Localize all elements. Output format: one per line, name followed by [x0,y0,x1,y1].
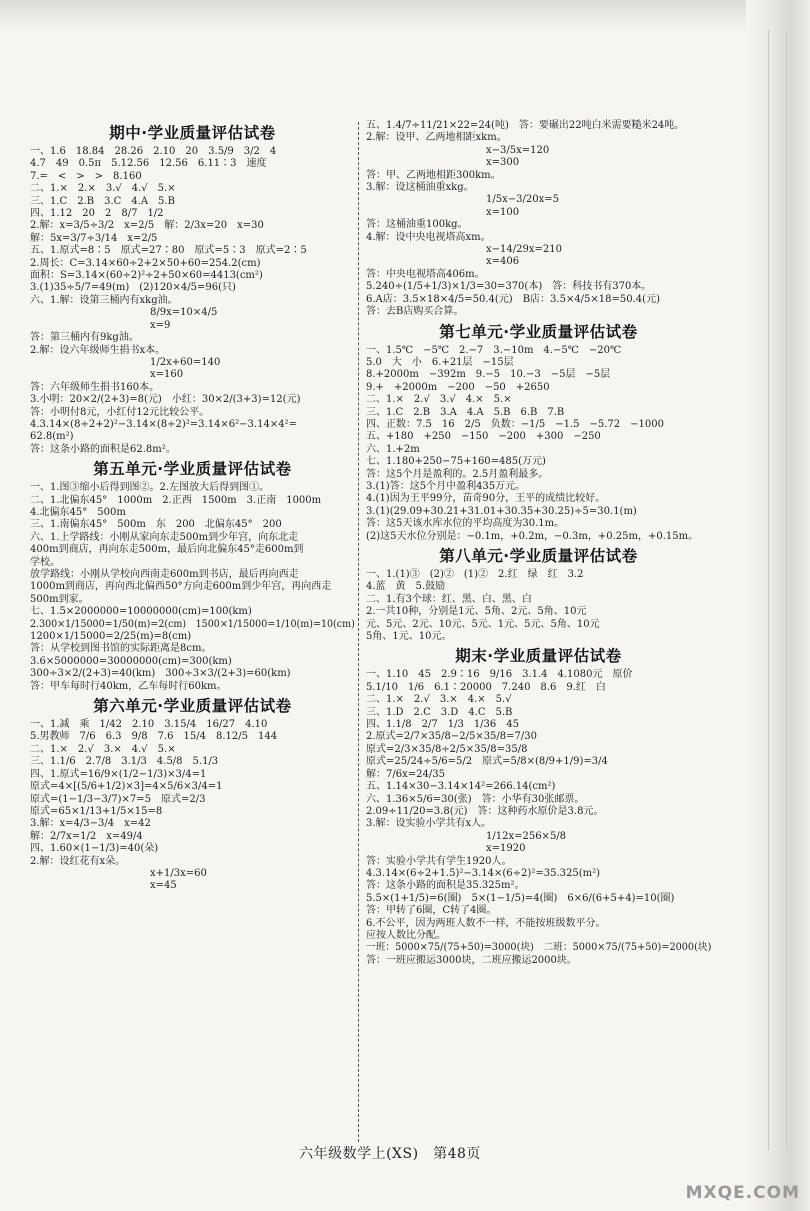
left-column [30,120,355,893]
answer-line: x=100 [486,206,520,218]
answer-line: 2.周长：C=3.14×60÷2+2×50+60=254.2(cm) [30,257,261,269]
answer-line: 6.A店：3.5×18×4/5=50.4(元) B店：3.5×4/5×18=50.4(元) [366,293,660,305]
answer-line: 原式=65×1/13+1/5×15=8 [30,805,163,817]
scan-top-shadow [0,0,810,34]
answer-line: 答：甲转了6圈，C转了4圈。 [366,905,497,917]
answer-line: 5.0 大 小 6.+21层 −15层 [366,356,514,368]
answer-line: 2.解：x=3/5÷3/2 x=2/5 解：2/3x=20 x=30 [30,220,264,232]
answer-line: 四、1.12 20 2 8/7 1/2 [30,208,164,220]
answer-line: 答：一班应搬运3000块，二班应搬运2000块。 [366,954,577,966]
answer-line: 答：中央电视塔高406m。 [366,268,485,280]
section-title: 第七单元·学业质量评估试卷 [439,322,638,341]
answer-line: 解：2/7x=1/2 x=49/4 [30,830,143,842]
answer-line: 3.解：设这桶油重xkg。 [366,182,474,194]
answer-line: 8/9x=10×4/5 [150,307,218,319]
answer-line: 原式=4×[(5/6+1/2)×3]=4×5/6×3/4=1 [30,781,223,793]
answer-line: 1/12x=256×5/8 [486,830,567,842]
answer-line: 答：这条小路的面积是62.8m²。 [30,443,176,455]
answer-section [366,544,711,643]
answer-section [366,320,711,544]
answer-line: 三、1.C 2.B 3.C 4.A 5.B [30,195,175,207]
answer-line: 六、1.解：设第三桶内有xkg油。 [30,294,178,306]
answer-line: x=9 [150,319,171,331]
answer-line: 一、1.减 乘 1/42 2.10 3.15/4 16/27 4.10 [30,719,268,731]
answer-line: 6.不公平，因为两班人数不一样，不能按班级数平分。 [366,917,606,929]
answer-line: 三、1.D 2.C 3.D 4.C 5.B [366,706,513,718]
answer-line: 3.(1)(29.09+30.21+31.01+30.35+30.25)÷5=30.1(m) [366,505,637,517]
answer-line: 七、1.5×2000000=10000000(cm)=100(km) [30,606,252,618]
answer-line: 答：去B店购买合算。 [366,306,464,318]
answer-line: 一班：5000×75/(75+50)=3000(块) 二班：5000×75/(75+50)=2000(块) [366,942,712,954]
answer-line: 2.解：设甲、乙两地相距xkm。 [366,132,507,144]
section-title: 第六单元·学业质量评估试卷 [93,697,292,716]
answer-line: 三、1.1/6 2.7/8 3.1/3 4.5/8 5.1/3 [30,756,219,768]
section-title: 期中·学业质量评估试卷 [109,124,276,142]
answer-line: 二、1.× 2.√ 3.× 4.√ 5.× [30,743,176,755]
answer-line: x−14/29x=210 [486,244,562,256]
answer-line: 四、1.原式=16/9×(1/2−1/3)×3/4=1 [30,768,207,780]
answer-line: 二、1.有3个球：红、黑、白、黑、白 [366,593,532,605]
answer-line: 四、1.60×(1−1/3)=40(朵) [30,843,159,855]
page-edge-shadow [746,0,810,1211]
answer-line: x−3/5x=120 [486,144,550,156]
answer-line: 3.6×5000000=30000000(cm)=300(km) [30,655,232,667]
answer-line: x+1/3x=60 [150,867,207,879]
answer-line: 4.3.14×(8÷2+2)²−3.14×(8÷2)²=3.14×6²−3.14×4²= [30,418,297,430]
answer-line: 七、1.180+250−75+160=485(万元) [366,456,546,468]
answer-line: 1/2x+60=140 [150,356,221,368]
answer-line: 2.原式=2/7×35/8−2/5×35/8=7/30 [366,731,537,743]
answer-line: x=300 [486,157,520,169]
answer-line: 原式=25/24÷5/6=5/2 原式=5/8×(8/9+1/9)=3/4 [366,756,608,768]
answer-line: 4.北偏东45° 500m [30,506,126,518]
answer-line: 五、+180 +250 −150 −200 +300 −250 [366,431,601,443]
answer-line: 放学路线：小刚从学校向西南走600m到书店，最后再向西走 [30,569,299,580]
answer-line: 300÷3×2/(2+3)=40(km) 300÷3×3/(2+3)=60(km) [30,668,291,680]
right-column [366,120,711,967]
answer-line: 元、5元、2元、10元、5元、1元、5元、5角、10元 [366,618,600,630]
answer-line: 原式=2/3×35/8÷2/5×35/8=35/8 [366,743,528,755]
answer-section [30,121,355,456]
section-title: 期末·学业质量评估试卷 [455,647,622,666]
answer-line: (2)这5天水位分别是：−0.1m，+0.2m，−0.3m，+0.25m，+0.15m。 [366,530,699,542]
answer-line: x=160 [150,369,184,381]
page-edge-line [786,30,787,1150]
answer-line: 二、1.北偏东45° 1000m 2.正西 1500m 3.正南 1000m [30,494,322,506]
page-edge-line [768,30,769,1150]
answer-line: 一、1.(1)③ (2)② (1)② 2.红 绿 红 3.2 [366,569,584,580]
answer-line: 一、1.6 18.84 28.26 2.10 20 3.5/9 3/2 4 [30,146,277,157]
answer-line: 4.解：设中央电视塔高xm。 [366,231,491,243]
answer-line: 解：7/6x=24/35 [366,768,445,780]
answer-line: 5.240÷(1/5+1/3)×1/3=30=370(本) 答：科技书有370本。 [366,281,652,293]
answer-line: 5.1/10 1/6 6.1∶20000 7.240 8.6 9.红 白 [366,681,606,693]
answer-line: 一、1.5℃ −5℃ 2.−7 3.−10m 4.−5℃ −20℃ [366,344,622,356]
answer-section [30,457,355,693]
answer-section [366,120,711,319]
answer-line: x=1920 [486,843,526,855]
answer-line: 答：甲、乙两地相距300km。 [366,169,501,181]
answer-line: 答：这5天该水库水位的平均高度为30.1m。 [366,518,565,530]
answer-line: 四、1.1/8 2/7 1/3 1/36 45 [366,719,520,731]
answer-line: 4.7 49 0.5π 5.12.56 12.56 6.11∶3 速度 [30,158,267,170]
answer-section [366,644,711,967]
answer-section [30,694,355,893]
answer-line: 答：这条小路的面积是35.325m²。 [366,880,525,892]
answer-line: 三、1.C 2.B 3.A 4.A 5.B 6.B 7.B [366,406,565,418]
answer-line: 五、1.原式=8∶5 原式=27∶80 原式=5∶3 原式=2∶5 [30,245,307,257]
answer-line: 面积：S=3.14×(60÷2)²÷2+50×60=4413(cm²) [30,270,263,282]
answer-line: 3.解：x=4/3−3/4 x=42 [30,818,151,830]
answer-line: 9.+ +2000m −200 −50 +2650 [366,381,550,393]
watermark-site: MXQE.COM [685,1183,800,1203]
answer-line: 六、1.上学路线：小刚从家向东走500m到少年宫，向东北走 [30,531,299,543]
answer-line: 4.蓝 黄 5.鼓励 [366,581,446,593]
watermark [652,1139,802,1203]
answer-line: 五、1.4/7÷11/21×22=24(吨) 答：要碾出22吨白米需要糙米24吨。 [366,120,685,131]
answer-line: 答：实验小学共有学生1920人。 [366,855,512,867]
answer-line: 应按人数比分配。 [366,929,446,941]
answer-line: 1200×1/15000=2/25(m)=8(cm) [30,631,192,643]
answer-line: 二、1.× 2.√ 3.√ 4.× 5.× [366,394,512,406]
answer-line: 学校。 [30,556,60,568]
answer-line: 一、1.图③缩小后得到图②。2.左图放大后得到图①。 [30,482,270,494]
answer-line: 答：甲车每时行40km，乙车每时行60km。 [30,680,227,692]
column-divider [358,122,359,1142]
answer-line: 3.(1)答：这5个月中盈利435万元。 [366,480,526,492]
answer-line: 2.解：设六年级师生捐书x本。 [30,344,166,356]
answer-line: 4.3.14×(6÷2+1.5)²−3.14×(6÷2)²=35.325(m²) [366,867,600,879]
answer-line: 答：小明付8元，小红付12元比较公平。 [30,406,210,418]
answer-line: 400m到商店，再向东走500m，最后向北偏东45°走600m到 [30,544,304,556]
answer-line: 原式=(1−1/3−3/7)×7=5 原式=2/3 [30,793,206,805]
answer-line: 答：第三桶内有9kg油。 [30,332,139,344]
answer-line: 一、1.10 45 2.9∶16 9/16 3.1.4 4.1080元 原价 [366,669,633,681]
answer-line: 5.5×(1+1/5)=6(圈) 5×(1−1/5)=4(圈) 6×6/(6+5+4)=10(圈) [366,892,675,904]
answer-line: 2.一共10种，分别是1元、5角、2元、5角、10元 [366,606,587,618]
answer-line: 二、1.× 2.√ 3.× 4.× 5.√ [366,694,512,706]
section-title: 第八单元·学业质量评估试卷 [439,547,638,565]
answer-line: 六、1.36×5/6=30(张) 答：小华有30张邮票。 [366,793,585,805]
answer-line: 解：5x=3/7÷3/14 x=2/5 [30,232,158,244]
answer-line: 四、正数：7.5 16 2/5 负数：−1/5 −1.5 −5.72 −1000 [366,418,664,430]
answer-line: 3.(1)35÷5/7=49(m) (2)120×4/5=96(只) [30,282,236,294]
answer-line: 三、1.南偏东45° 500m 东 200 北偏东45° 200 [30,519,282,531]
answer-line: 2.解：设红花有x朵。 [30,855,126,867]
answer-line: 答：六年级师生捐书160本。 [30,381,160,393]
answer-line: 3.解：设实验小学共有x人。 [366,818,492,830]
answer-line: 5.男教师 7/6 6.3 9/8 7.6 15/4 8.12/5 144 [30,731,278,743]
answer-line: 答：从学校到图书馆的实际距离是8cm。 [30,643,212,655]
answer-line: 4.(1)因为王平99分，苗奇90分，王平的成绩比较好。 [366,493,606,505]
answer-line: 7.= < > > 8.160 [30,170,142,182]
answer-line: 答：这桶油重100kg。 [366,219,468,231]
answer-line: 500m到家。 [30,593,89,605]
answer-line: x=406 [486,256,520,268]
answer-line: 2.300×1/15000=1/50(m)=2(cm) 1500×1/15000=1/10(m)=10(cm) [30,618,355,630]
answer-line: 5角、1元、10元。 [366,631,452,643]
answer-line: 五、1.14×30−3.14×14²=266.14(cm²) [366,781,556,793]
answer-line: 1/5x−3/20x=5 [486,194,559,206]
answer-line: 62.8(m²) [30,431,74,443]
answer-line: 答：这5个月是盈利的。2.5月盈利最多。 [366,468,549,480]
answer-line: 二、1.× 2.× 3.√ 4.√ 5.× [30,183,176,195]
answer-line: 3.小明：20×2/(2+3)=8(元) 小红：30×2/(3+3)=12(元) [30,394,301,406]
page-footer: 六年级数学上(XS) 第48页 [299,1146,481,1162]
section-title: 第五单元·学业质量评估试卷 [93,460,292,479]
answer-line: 1000m到商店，再向西北偏西50°方向走600m到少年宫，再向西走 [30,581,332,593]
answer-line: 六、1.+2m [366,443,420,455]
answer-line: x=45 [150,880,177,892]
answer-line: 2.09÷11/20=3.8(元) 答：这种药水原价是3.8元。 [366,805,604,817]
answer-line: 8.+2000m −392m 9.−5 10.−3 −5层 −5层 [366,369,611,381]
